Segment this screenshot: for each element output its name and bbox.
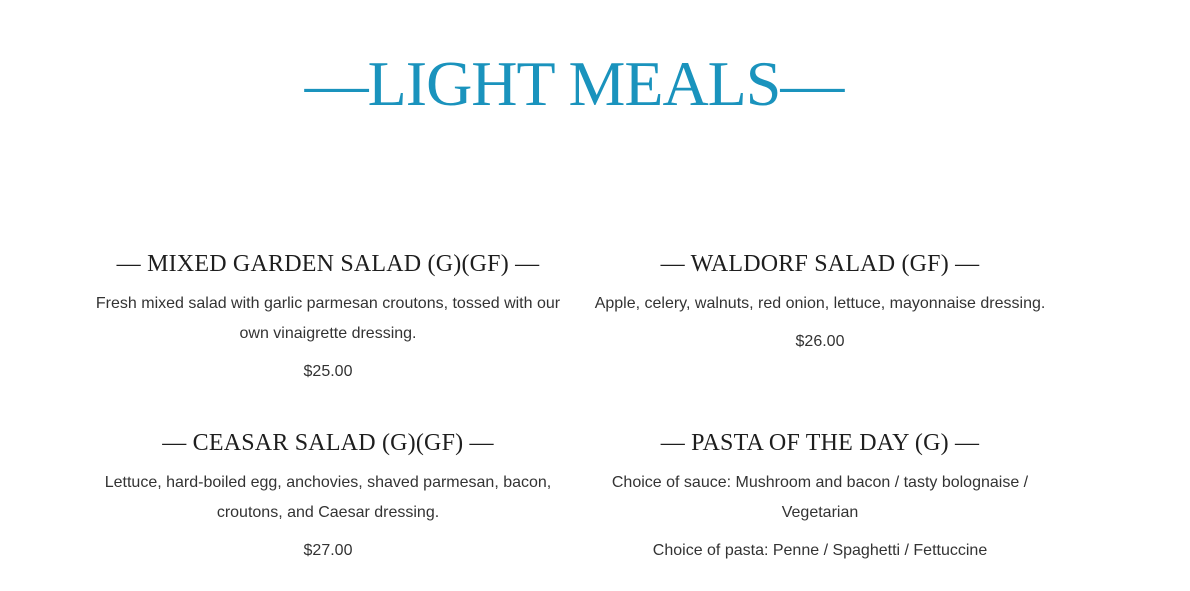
menu-item-price: $25.00 bbox=[303, 363, 353, 380]
menu-item-description: Lettuce, hard-boiled egg, anchovies, shaved parmesan, bacon, croutons, and Caesar dressing. bbox=[104, 474, 552, 521]
menu-item-description: Apple, celery, walnuts, red onion, lettuce, mayonnaise dressing. bbox=[594, 295, 1046, 312]
section-title: —LIGHT MEALS— bbox=[304, 48, 844, 119]
menu-item-pasta-choice: Choice of pasta: Penne / Spaghetti / Fettuccine bbox=[652, 542, 988, 559]
menu-item-pasta-of-the-day bbox=[590, 428, 1050, 562]
menu-item-name: — CEASAR SALAD (G)(GF) — bbox=[162, 430, 494, 456]
menu-item-price: $26.00 bbox=[795, 333, 845, 350]
menu-item-description: Choice of sauce: Mushroom and bacon / tasty bolognaise / Vegetarian bbox=[611, 474, 1029, 521]
menu-item-mixed-garden-salad bbox=[90, 249, 566, 383]
menu-item-price: $27.00 bbox=[303, 542, 353, 559]
menu-item-name: — MIXED GARDEN SALAD (G)(GF) — bbox=[116, 251, 540, 277]
menu-item-waldorf-salad bbox=[590, 249, 1050, 353]
menu-item-ceasar-salad bbox=[90, 428, 566, 562]
menu-item-name: — PASTA OF THE DAY (G) — bbox=[660, 430, 980, 456]
menu-item-name: — WALDORF SALAD (GF) — bbox=[660, 251, 980, 277]
menu-item-description: Fresh mixed salad with garlic parmesan croutons, tossed with our own vinaigrette dressing. bbox=[95, 295, 561, 342]
